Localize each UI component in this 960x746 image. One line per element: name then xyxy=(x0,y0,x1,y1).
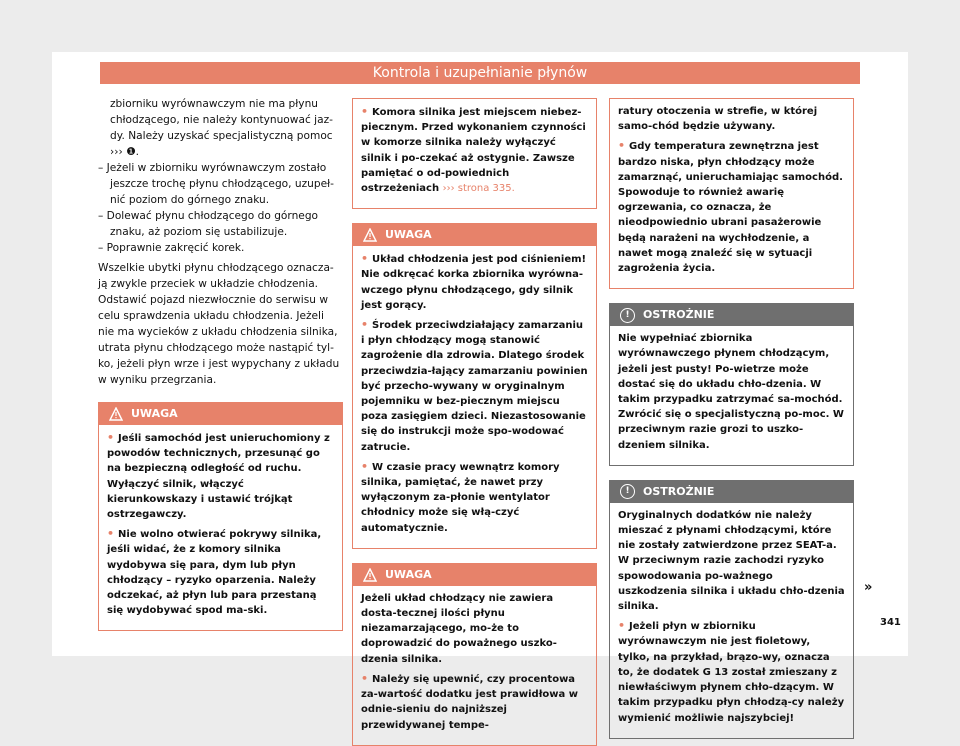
warning-bullet xyxy=(361,671,588,733)
bullet-icon: • xyxy=(361,459,369,473)
paragraph: Wszelkie ubytki płynu chłodzącego oznacza-ją zwykle przeciek w układzie chłodzenia. Odstawić pojazd niezwłocznie do serwisu w celu sprawdzenia układu chłodzenia. Jeżeli nie ma wycieków z układu chłodzenia silnika, utrata płynu chłodzącego może nastąpić tyl-ko, jeżeli płyn wrze i jest wypychany z układu w wyniku przegrzania. xyxy=(98,262,340,386)
warning-head xyxy=(353,564,596,586)
warning-bullet xyxy=(618,138,845,276)
column-3 xyxy=(609,96,854,739)
warning-body xyxy=(353,99,596,208)
warning-head xyxy=(99,403,342,425)
step-2: – Dolewać płynu chłodzącego do górnego znaku, aż poziom się ustabilizuje. xyxy=(98,210,319,238)
warning-title: UWAGA xyxy=(131,407,178,420)
intro-cont: zbiorniku wyrównawczym nie ma płynu chłodzącego, nie należy kontynuować jaz-dy. Należy uzyskać specjalistyczną pomoc xyxy=(110,98,333,142)
bullet-icon: • xyxy=(107,527,115,541)
caution-text: Oryginalnych dodatków nie należy mieszać z płynami chłodzącymi, które nie zostały zatwierdzone przez SEAT-a. W przeciwnym razie zachodzi ryzyko spowodowania po-ważnego uszkodzenia silnika i układu chło-dzenia silnika. xyxy=(618,509,845,613)
warning-bullet xyxy=(107,526,334,618)
warning-box-2 xyxy=(352,223,597,549)
warning-bullet-text: Środek przeciwdziałający zamarzaniu i płyn chłodzący mogą stanowić zagrożenie dla zdrowia. Dlatego środek przeciwdzia-łający zamarzaniu powinien być przecho-wywany w oryginalnym pojemniku w bez-piecznym miejscu poza zasięgiem dzieci. Niezastosowanie się do instrukcji może spo-wodować zatrucie. xyxy=(361,320,588,453)
warning-triangle-icon xyxy=(363,228,377,242)
warning-bullet-text: Komora silnika jest miejscem niebez-piecznym. Przed wykonaniem czynności w komorze silnika należy wyłączyć silnik i po-czekać aż ostygnie. Zawsze pamiętać o od-powiednich ostrzeżeniach xyxy=(361,107,586,195)
warning-triangle-icon xyxy=(363,568,377,582)
bullet-icon: • xyxy=(361,252,369,266)
caution-box-2 xyxy=(609,480,854,739)
caution-bullet-text: Jeżeli płyn w zbiorniku wyrównawczym nie jest fioletowy, tylko, na przykład, brązo-wy, oznacza to, że dodatek G 13 został zmieszany z niewłaściwym płynem chło-dzącym. W takim przypadku płyn chłodzą-cy należy wymienić możliwie najszybciej! xyxy=(618,621,845,724)
exclamation-circle-icon: ! xyxy=(620,484,635,499)
warning-title: UWAGA xyxy=(385,567,432,581)
warning-box-cont xyxy=(609,98,854,289)
warning-bullet xyxy=(361,251,588,313)
warning-bullet xyxy=(361,459,588,536)
bullet-icon: • xyxy=(618,139,626,153)
page-link[interactable]: ››› strona 335. xyxy=(442,183,515,195)
column-1 xyxy=(98,96,343,631)
column-2 xyxy=(352,96,597,746)
warning-body xyxy=(610,99,853,288)
bullet-icon: • xyxy=(618,619,626,633)
warning-body xyxy=(353,246,596,548)
step-1: – Jeżeli w zbiorniku wyrównawczym zostało jeszcze trochę płynu chłodzącego, uzupeł-nić poziom do górnego znaku. xyxy=(98,162,334,206)
caution-body xyxy=(610,326,853,465)
caution-head xyxy=(610,304,853,326)
warning-bullet-text: Nie wolno otwierać pokrywy silnika, jeśli widać, że z komory silnika wydobywa się para, dym lub płyn chłodzący – ryzyko oparzenia. Należy odczekać, aż płyn lub para przestaną się wydobywać spod ma-ski. xyxy=(107,529,322,617)
warning-bullet xyxy=(107,430,334,522)
caution-box-1 xyxy=(609,303,854,466)
warning-box-3 xyxy=(352,563,597,746)
bullet-icon: • xyxy=(107,431,115,444)
caution-bullet xyxy=(618,618,845,725)
caution-head xyxy=(610,481,853,503)
warning-text: Jeżeli układ chłodzący nie zawiera dosta-tecznej ilości płynu niezamarzającego, mo-że to doprowadzić do poważnego uszko-dzenia silnika. xyxy=(361,592,557,665)
caution-title: OSTROŻNIE xyxy=(643,484,715,498)
page-number: 341 xyxy=(880,617,901,628)
warning-bullet xyxy=(361,317,588,455)
warning-bullet-text: Należy się upewnić, czy procentowa za-wartość dodatku jest prawidłowa w odnie-sieniu do najniższej przewidywanej tempe- xyxy=(361,673,578,731)
bullet-icon: • xyxy=(361,671,369,685)
warning-bullet-text: Gdy temperatura zewnętrzna jest bardzo niska, płyn chłodzący może zamarznąć, unieruchamiając samochód. Spowoduje to również awarię ogrzewania, co oznacza, że nieodpowiednio ubrani pasażerowie będą narażeni na wychłodzenie, a nawet mogą znaleźć się w sytuacji zagrożenia życia. xyxy=(618,141,843,275)
warning-bullet-text: Jeśli samochód jest unieruchomiony z powodów technicznych, przesunąć go na bezpieczną odległość od ruchu. Wyłączyć silnik, włączyć kierunkowskazy i ustawić trójkąt ostrzegawczy. xyxy=(107,433,330,521)
caution-text: Nie wypełniać zbiornika wyrównawczego płynem chłodzącym, jeżeli jest pusty! Po-wietrze może dostać się do układu chło-dzenia. W takim przypadku zatrzymać sa-mochód. Zwrócić się o specjalistyczną po-moc. W przeciwnym razie grozi to uszko-dzeniem silnika. xyxy=(618,333,844,451)
warning-text: ratury otoczenia w strefie, w której samo-chód będzie używany. xyxy=(618,106,818,133)
warning-body xyxy=(99,425,342,630)
warning-bullet xyxy=(361,104,588,196)
step-3: – Poprawnie zakręcić korek. xyxy=(98,242,245,254)
warning-head xyxy=(353,224,596,246)
warning-bullet-text: W czasie pracy wewnątrz komory silnika, pamiętać, że nawet przy wyłączonym za-płonie wentylator chłodnicy może się włą-czyć automatycznie. xyxy=(361,461,560,534)
warning-bullet-text: Układ chłodzenia jest pod ciśnieniem! Nie odkręcać korka zbiornika wyrówna-wczego płynu chłodzącego, gdy silnik jest gorący. xyxy=(361,254,587,311)
continued-marker: » xyxy=(864,580,873,595)
warning-box-cont xyxy=(352,98,597,209)
bullet-icon: • xyxy=(361,105,369,118)
caution-title: OSTROŻNIE xyxy=(643,308,715,322)
warning-triangle-icon xyxy=(109,407,123,421)
warning-body xyxy=(353,586,596,745)
caution-body xyxy=(610,503,853,738)
section-header: Kontrola i uzupełnianie płynów xyxy=(100,62,860,84)
intro-text xyxy=(98,96,343,160)
intro-ref: ››› ❶. xyxy=(110,146,139,158)
warning-title: UWAGA xyxy=(385,228,432,242)
warning-box-1 xyxy=(98,402,343,631)
bullet-icon: • xyxy=(361,318,369,332)
exclamation-circle-icon: ! xyxy=(620,308,635,323)
